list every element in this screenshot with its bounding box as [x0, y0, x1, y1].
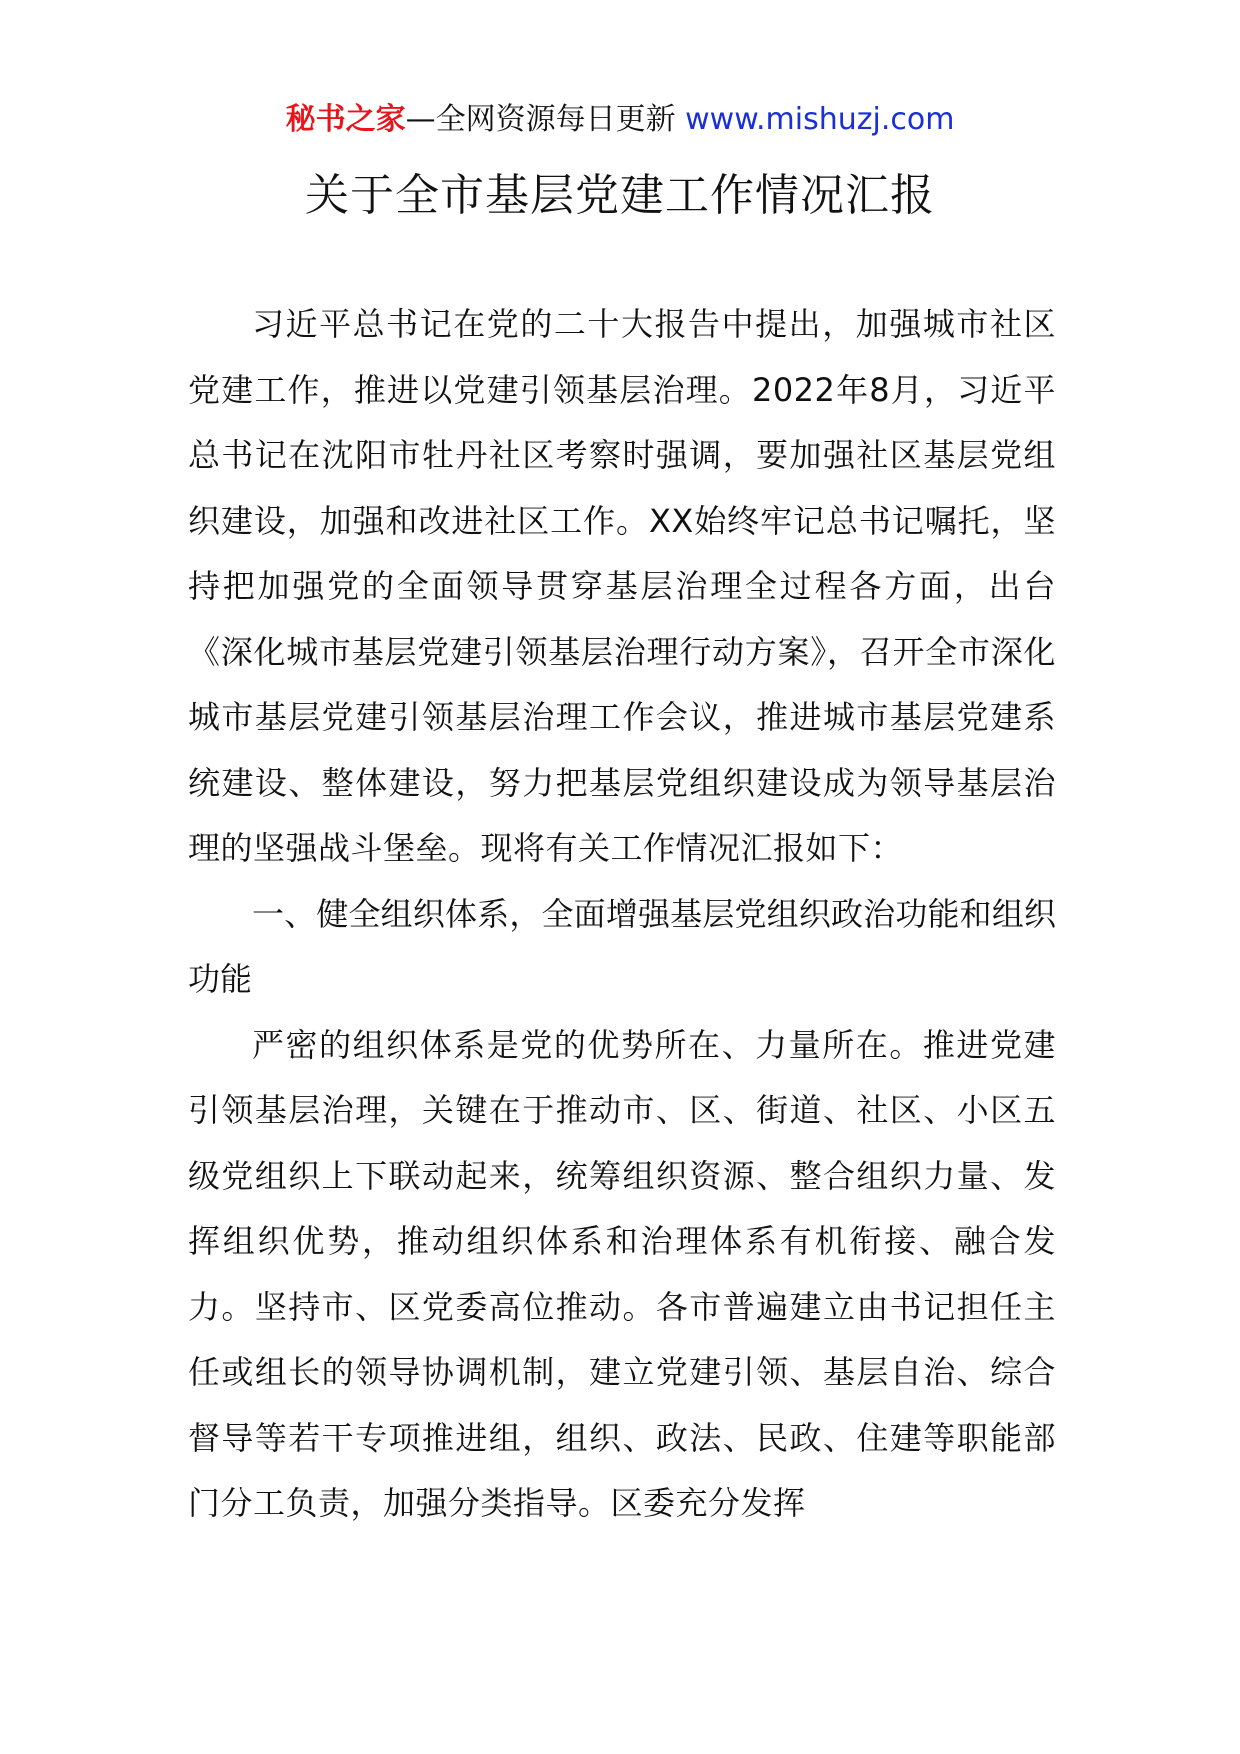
section-heading-1: 一、健全组织体系，全面增强基层党组织政治功能和组织功能 — [188, 894, 1056, 998]
document-body — [188, 292, 1056, 1537]
document-title: 关于全市基层党建工作情况汇报 — [305, 170, 935, 221]
site-name: 秘书之家 — [285, 102, 406, 137]
site-url-link[interactable]: www.mishuzj.com — [685, 102, 955, 137]
paragraph-section-1: 严密的组织体系是党的优势所在、力量所在。推进党建引领基层治理，关键在于推动市、区、街道、社区、小区五级党组织上下联动起来，统筹组织资源、整合组织力量、发挥组织优势，推动组织体系和治理体系有机衔接、融合发力。坚持市、区党委高位推动。各市普遍建立由书记担任主任或组长的领导协调机制，建立党建引领、基层自治、综合督导等若干专项推进组，组织、政法、民政、住建等职能部门分工负责，加强分类指导。区委充分发挥 — [188, 1025, 1056, 1522]
paragraph-intro: 习近平总书记在党的二十大报告中提出，加强城市社区党建工作，推进以党建引领基层治理。2022年8月，习近平总书记在沈阳市牡丹社区考察时强调，要加强社区基层党组织建设，加强和改进社区工作。XX始终牢记总书记嘱托，坚持把加强党的全面领导贯穿基层治理全过程各方面，出台《深化城市基层党建引领基层治理行动方案》，召开全市深化城市基层党建引领基层治理工作会议，推进城市基层党建系统建设、整体建设，努力把基层党组织建设成为领导基层治理的坚强战斗堡垒。现将有关工作情况汇报如下： — [188, 305, 1056, 867]
watermark-header — [0, 100, 1240, 140]
site-tagline: —全网资源每日更新 — [405, 102, 686, 137]
